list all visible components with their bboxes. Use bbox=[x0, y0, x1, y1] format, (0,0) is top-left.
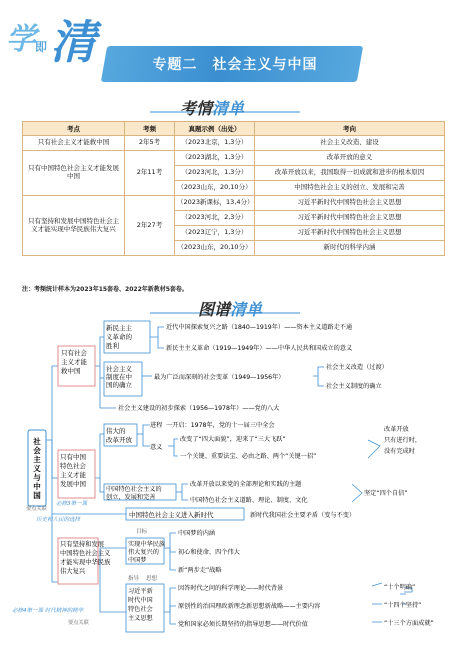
branch2-label: 只有中国特色社会主义才能发展中国 bbox=[60, 453, 86, 488]
b2-n2-line2: 中国特色社会主义道路、理论、制度、文化 bbox=[190, 497, 308, 504]
tag-textbook-1: 必修3第一课历史和人民的选择 bbox=[36, 501, 87, 523]
table-note: 注：考频统计样本为2023年15套卷、2022年新教材5套卷。 bbox=[22, 286, 188, 293]
logo-ji: 即 bbox=[35, 40, 48, 54]
b2-right-note: 改革开放只有进行时，没有完成时 bbox=[384, 426, 422, 455]
b3-right3: “十三个方面成就” bbox=[384, 620, 434, 627]
b3-n2-line1: 因答时代之问的科学理论——时代背景 bbox=[178, 585, 284, 592]
tag-textbook-2: 必修4第一课 时代精神的精华 bbox=[12, 608, 84, 614]
col-header: 考频 bbox=[125, 122, 175, 136]
cell-direction: 改革开放的意义 bbox=[255, 151, 445, 166]
map-section-title: 图谱清单 bbox=[198, 300, 263, 319]
b2-node2-label: 中国特色社会主义的创立、发展和完善 bbox=[106, 486, 162, 501]
cell-direction: 社会主义改造、建设 bbox=[255, 136, 445, 151]
b2-yiyi-line1: 改变了“四大面貌”，迎来了“三大飞跃” bbox=[180, 436, 286, 443]
b2-jincheng-text: 一开启：1978年，党的十一届三中全会 bbox=[166, 422, 275, 429]
branch3-label: 只有坚持和发展中国特色社会主义才能实现中华民族伟大复兴 bbox=[60, 541, 111, 575]
b2-yiyi: 意义 bbox=[150, 444, 163, 451]
b3-sixiang: 思想 bbox=[146, 576, 158, 582]
col-header: 考点 bbox=[23, 122, 125, 136]
cell-direction: 改革开放以来，我国取得一切成就和进步的根本原因 bbox=[255, 166, 445, 181]
b3-mubiao: 目标 bbox=[136, 529, 148, 535]
b3-node1-label: 实现中华民族伟大复兴的中国梦 bbox=[128, 541, 166, 564]
b1-n2-right1: 社会主义改造（过渡） bbox=[326, 364, 388, 371]
cell-direction: 习近平新时代中国特色社会主义思想 bbox=[255, 211, 445, 226]
b3-zhidao: 指导 bbox=[128, 576, 140, 582]
cell-example: （2023山东，20,10分） bbox=[175, 181, 255, 196]
b1-node3: 社会主义建设的初步探索（1956—1978年）——党的八大 bbox=[118, 405, 280, 412]
logo-xue: 学 bbox=[6, 22, 36, 57]
tag-link-2: 要点关联 bbox=[68, 620, 89, 626]
b1-n2-right2: 社会主义制度的确立 bbox=[326, 383, 382, 390]
b2-n2-line1: 改革开放以来党的全部理论和实践的主题 bbox=[190, 481, 302, 488]
b2-jincheng: 进程 bbox=[150, 422, 163, 429]
col-header: 真题示例（出处） bbox=[175, 122, 255, 136]
col-header: 考向 bbox=[255, 122, 445, 136]
b3-n2-line2: 原创性的治国理政新理念新思想新战略——主要内容 bbox=[178, 603, 321, 610]
cell-point: 只有坚持和发展中国特色社会主义才能实现中华民族伟大复兴 bbox=[23, 196, 125, 256]
cell-point: 只有社会主义才能救中国 bbox=[23, 136, 125, 151]
b3-n2-line3: 党和国家必须长期坚持的指导思想——时代价值 bbox=[178, 621, 308, 628]
cell-freq: 2年11考 bbox=[125, 151, 175, 196]
b2-n2-end: 坚定“四个自信” bbox=[364, 490, 408, 497]
cell-example: （2023山东，20,10分） bbox=[175, 241, 255, 256]
root-label: 社会主义与中国 bbox=[33, 437, 41, 500]
b1-n1-line2: 新民主主义革命（1919—1949年）——中华人民共和国成立的意义 bbox=[166, 345, 353, 352]
b1-n2-line1: 最为广泛而深刻的社会变革（1949—1956年） bbox=[154, 374, 285, 381]
b2-node1-label: 伟大的改革开放 bbox=[106, 427, 132, 444]
cell-freq: 2年5考 bbox=[125, 136, 175, 151]
cell-example: （2023河北，2,3分） bbox=[175, 211, 255, 226]
cell-direction: 习近平新时代中国特色社会主义思想 bbox=[255, 196, 445, 211]
b1-n1-line1: 近代中国探索复兴之路（1840—1919年）——资本主义道路走不通 bbox=[166, 324, 353, 331]
cell-direction: 新时代的科学内涵 bbox=[255, 241, 445, 256]
b3-node2-label: 习近平新时代中国特色社会主义思想 bbox=[128, 588, 153, 622]
b2-yiyi-line2: 一个关键、重要法宝、必由之路、两个“关键一招” bbox=[180, 453, 317, 460]
logo-qing: 清 bbox=[50, 15, 96, 69]
b3-right2: “十四个坚持” bbox=[384, 602, 422, 609]
cell-example: （2023湖北，1,3分） bbox=[175, 151, 255, 166]
b3-n1-line3: 新“两步走”战略 bbox=[178, 567, 222, 574]
b3-n1-line2: 初心和使命、四个伟大 bbox=[178, 549, 240, 556]
cell-example: （2023北京，1,3分） bbox=[175, 136, 255, 151]
new-era-label: 中国特色社会主义进入新时代 bbox=[129, 511, 214, 519]
branch1-label: 只有社会主义才能救中国 bbox=[61, 349, 87, 375]
cell-freq: 2年27考 bbox=[125, 196, 175, 256]
cell-example: （2023新课标，13,4分） bbox=[175, 196, 255, 211]
b1-node2-label: 社会主义制度在中国的确立 bbox=[106, 365, 132, 389]
b3-n1-line1: 中国梦的内涵 bbox=[178, 530, 216, 537]
cell-direction: 习近平新时代中国特色社会主义思想 bbox=[255, 226, 445, 241]
cell-direction: 中国特色社会主义的创立、发展和完善 bbox=[255, 181, 445, 196]
new-era-right: 新时代我国社会主要矛盾（变与不变） bbox=[250, 512, 356, 519]
cell-example: （2023辽宁，1,3分） bbox=[175, 226, 255, 241]
exam-section-title: 考情清单 bbox=[180, 99, 245, 118]
cell-example: （2023河北，1,3分） bbox=[175, 166, 255, 181]
cell-point: 只有中国特色社会主义才能发展中国 bbox=[23, 151, 125, 196]
tag-link-1: 要点关联 bbox=[26, 506, 47, 512]
b3-right1: “十个明确” bbox=[384, 584, 416, 591]
b1-node1-label: 新民主主义革命的胜利 bbox=[106, 324, 132, 350]
page-title: 专题二 社会主义与中国 bbox=[152, 57, 318, 73]
